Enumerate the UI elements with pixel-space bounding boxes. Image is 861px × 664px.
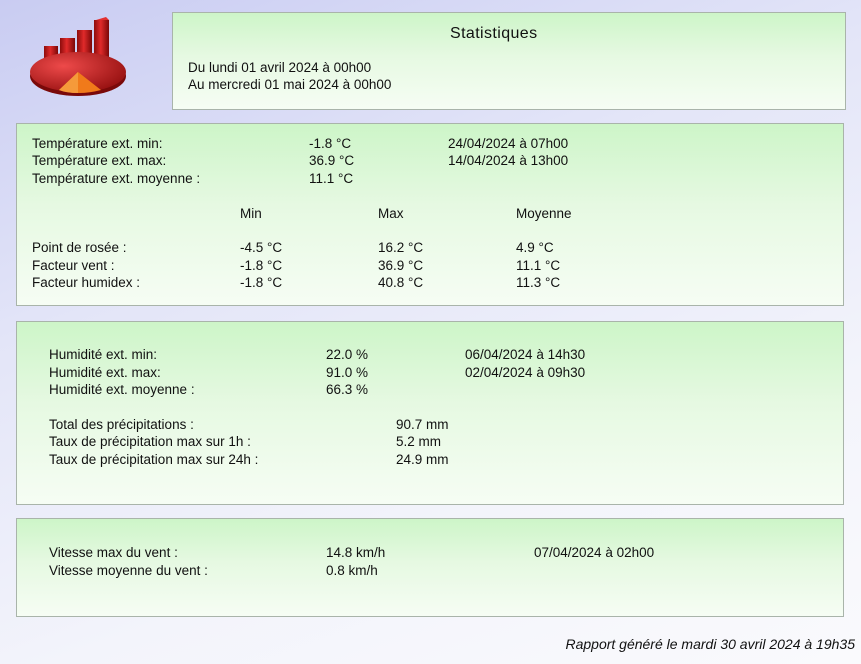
rain-rate-24h-value: 24.9 mm [396, 452, 449, 467]
temp-avg-label: Température ext. moyenne : [32, 171, 201, 186]
wind-max-label: Vitesse max du vent : [49, 545, 178, 560]
report-footer: Rapport généré le mardi 30 avril 2024 à 19h35 [565, 636, 855, 652]
col-header-max: Max [378, 206, 404, 221]
humidex-max: 40.8 °C [378, 275, 424, 290]
windchill-min: -1.8 °C [240, 258, 283, 273]
header-panel [172, 12, 846, 110]
temp-max-value: 36.9 °C [309, 153, 355, 168]
humidity-max-date: 02/04/2024 à 09h30 [465, 365, 586, 380]
page-title: Statistiques [450, 25, 538, 42]
humidity-avg-label: Humidité ext. moyenne : [49, 382, 195, 397]
rain-total-label: Total des précipitations : [49, 417, 194, 432]
statistics-chart-icon [26, 16, 136, 98]
humidity-min-date: 06/04/2024 à 14h30 [465, 347, 586, 362]
humidex-avg: 11.3 °C [516, 275, 561, 290]
windchill-label: Facteur vent : [32, 258, 115, 273]
wind-max-value: 14.8 km/h [326, 545, 386, 560]
wind-max-date: 07/04/2024 à 02h00 [534, 545, 655, 560]
temp-max-label: Température ext. max: [32, 153, 167, 168]
col-header-avg: Moyenne [516, 206, 572, 221]
dewpoint-label: Point de rosée : [32, 240, 127, 255]
humidity-panel [16, 321, 844, 505]
rain-total-value: 90.7 mm [396, 417, 449, 432]
period-end: Au mercredi 01 mai 2024 à 00h00 [188, 77, 392, 92]
temp-min-date: 24/04/2024 à 07h00 [448, 136, 569, 151]
windchill-avg: 11.1 °C [516, 258, 561, 273]
rain-rate-1h-value: 5.2 mm [396, 434, 442, 449]
dewpoint-max: 16.2 °C [378, 240, 424, 255]
col-header-min: Min [240, 206, 262, 221]
humidex-min: -1.8 °C [240, 275, 283, 290]
period-start: Du lundi 01 avril 2024 à 00h00 [188, 60, 372, 75]
dewpoint-min: -4.5 °C [240, 240, 283, 255]
temp-max-date: 14/04/2024 à 13h00 [448, 153, 569, 168]
temp-min-value: -1.8 °C [309, 136, 352, 151]
humidity-max-value: 91.0 % [326, 365, 369, 380]
humidity-max-label: Humidité ext. max: [49, 365, 161, 380]
temp-avg-value: 11.1 °C [309, 171, 354, 186]
humidity-min-label: Humidité ext. min: [49, 347, 158, 362]
dewpoint-avg: 4.9 °C [516, 240, 554, 255]
windchill-max: 36.9 °C [378, 258, 424, 273]
humidity-min-value: 22.0 % [326, 347, 369, 362]
humidity-avg-value: 66.3 % [326, 382, 369, 397]
rain-rate-1h-label: Taux de précipitation max sur 1h : [49, 434, 251, 449]
wind-panel [16, 518, 844, 617]
wind-avg-value: 0.8 km/h [326, 563, 378, 578]
temp-min-label: Température ext. min: [32, 136, 163, 151]
humidex-label: Facteur humidex : [32, 275, 141, 290]
rain-rate-24h-label: Taux de précipitation max sur 24h : [49, 452, 259, 467]
wind-avg-label: Vitesse moyenne du vent : [49, 563, 208, 578]
temperature-panel [16, 123, 844, 306]
